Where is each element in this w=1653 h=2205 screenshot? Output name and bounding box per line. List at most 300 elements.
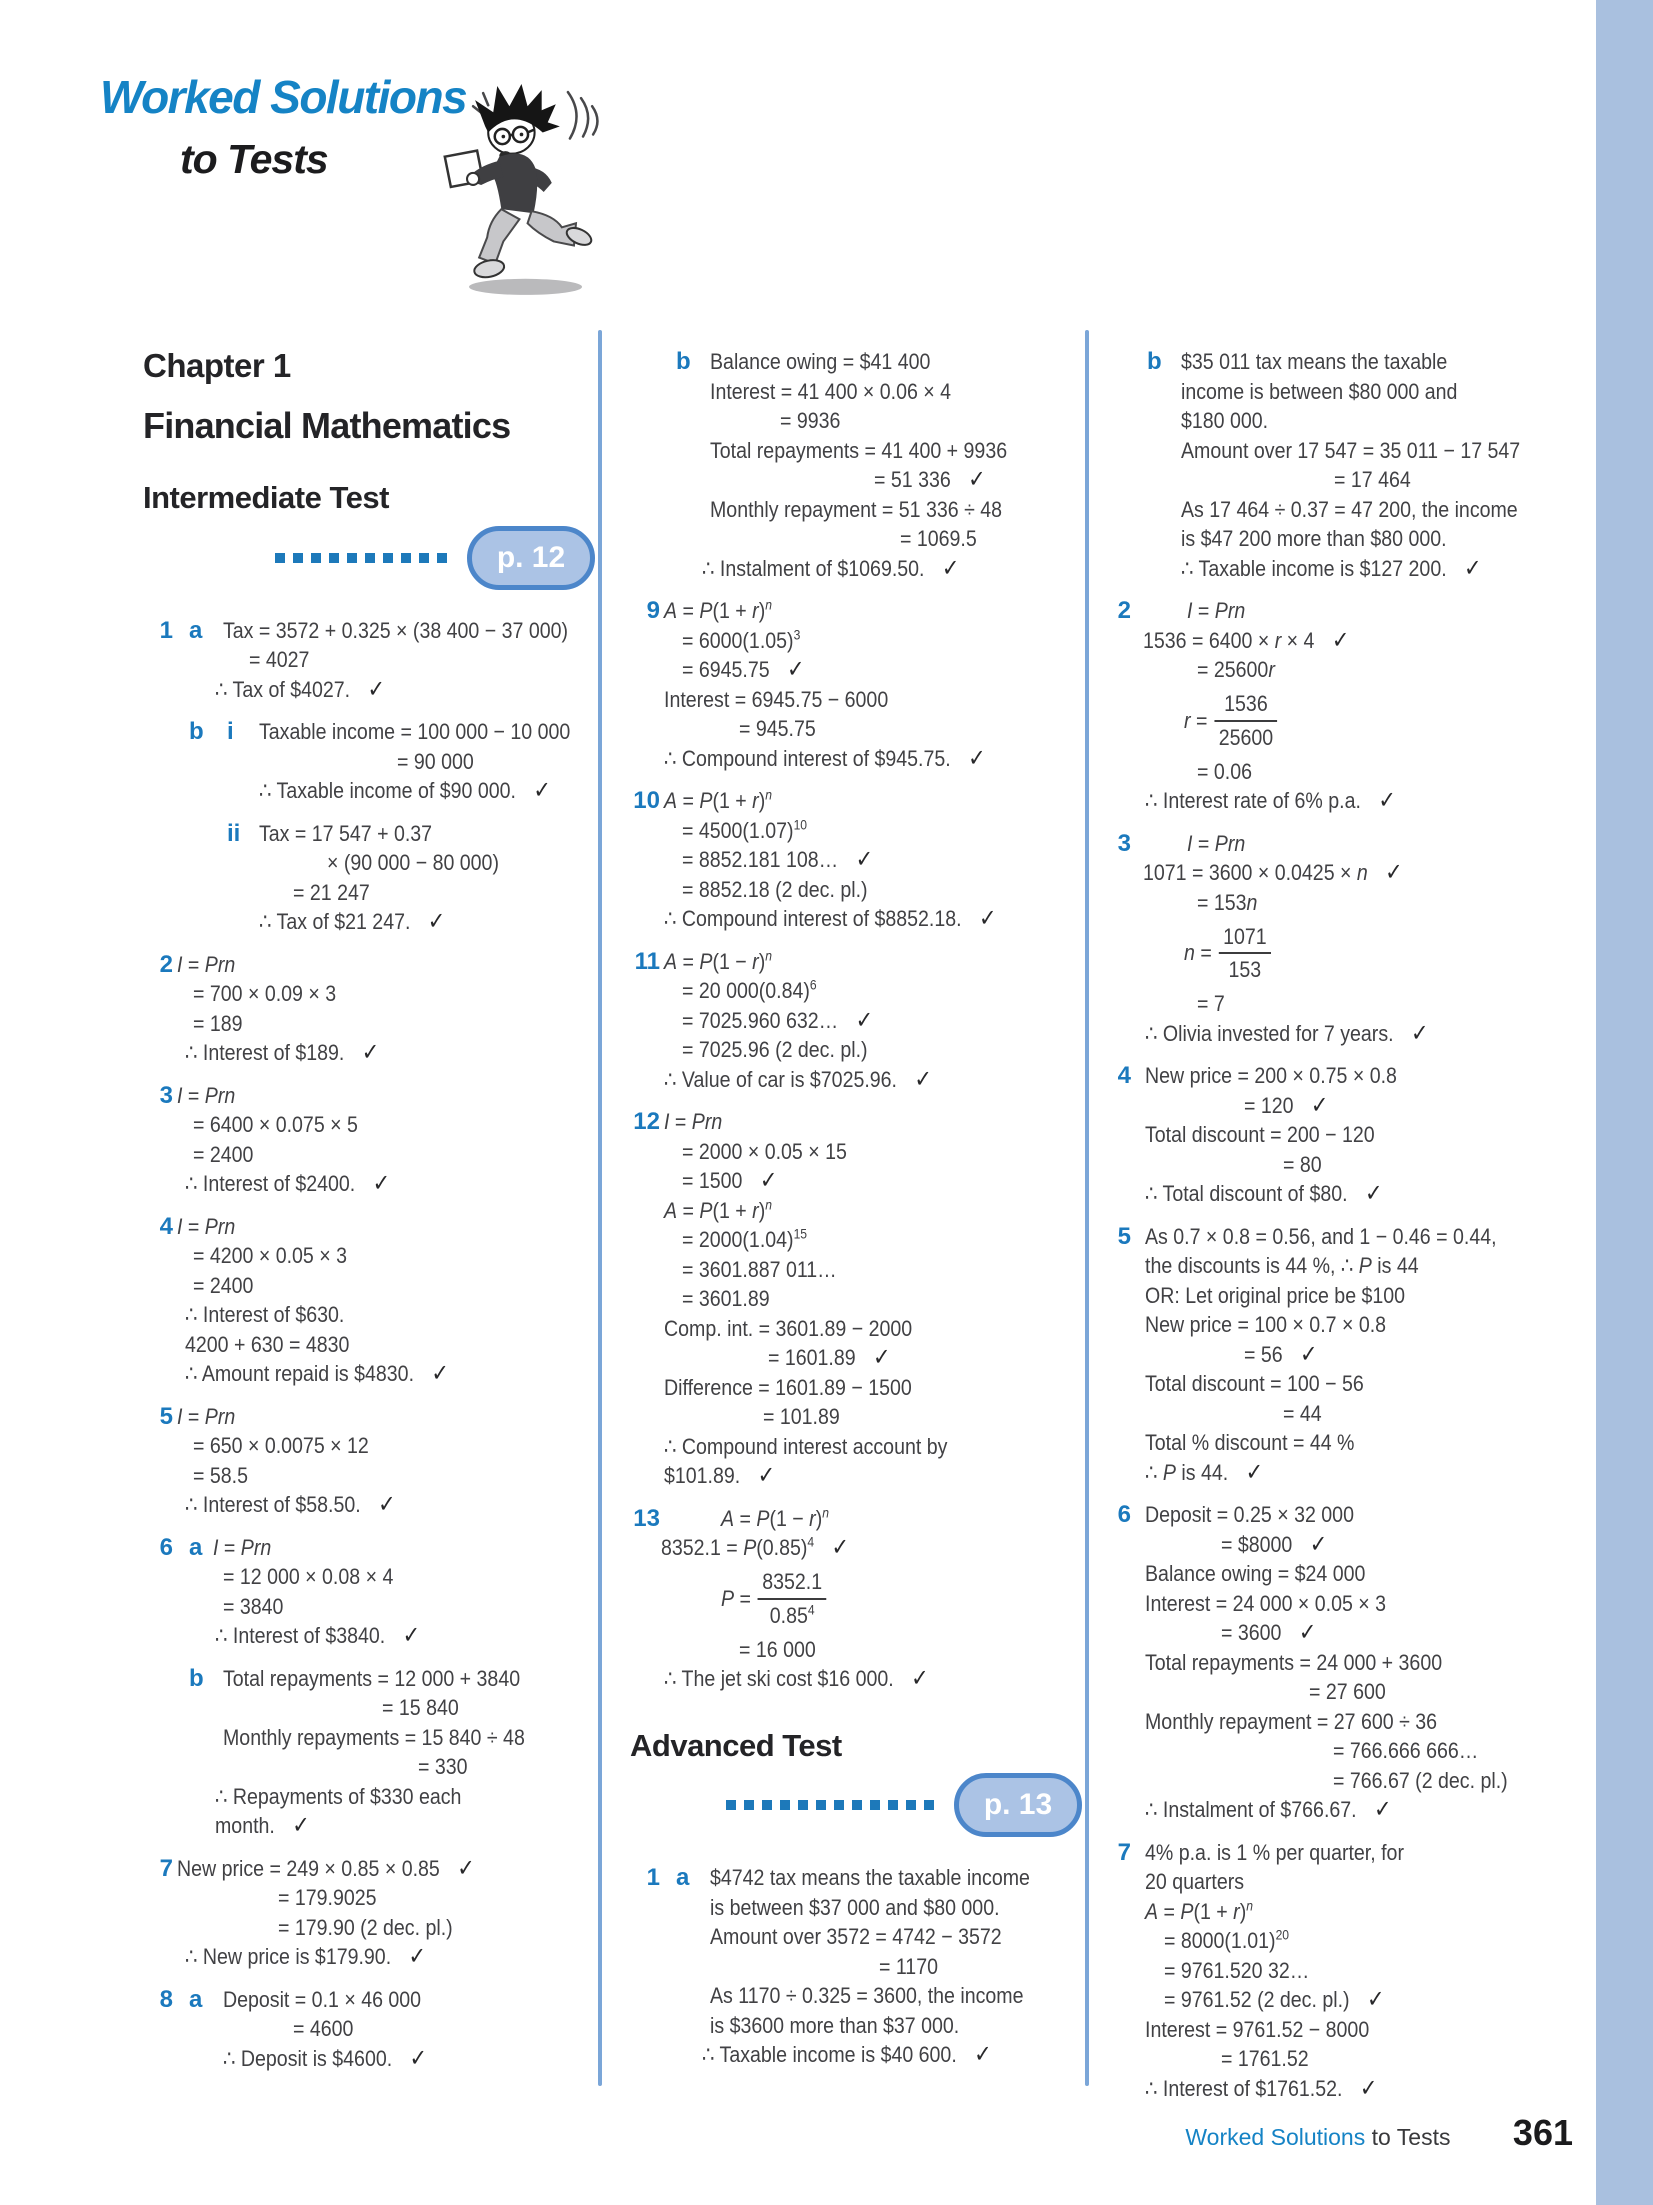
problem: [143, 950, 595, 1068]
check-mark-icon: ✓: [409, 2044, 428, 2072]
solution-line: = 51 336 ✓: [873, 466, 986, 493]
problem: [143, 1854, 595, 1972]
solution-line: = 25600r: [1197, 657, 1276, 682]
solution-line: = 700 × 0.09 × 3: [192, 981, 336, 1007]
problem: [1101, 596, 1589, 816]
problem-number: 1: [159, 616, 173, 644]
solution-line: $A = P(1 + r)^n$: [1145, 1897, 1254, 1924]
solution-line: = 9936: [780, 408, 841, 433]
leader-dot: [834, 1800, 844, 1810]
solution-line: = 16 000: [739, 1636, 817, 1662]
fraction: [1219, 922, 1271, 985]
solution-line: = 58.5: [192, 1462, 248, 1488]
check-mark-icon: ✓: [914, 1065, 932, 1093]
check-mark-icon: ✓: [361, 1039, 380, 1067]
column-divider: [1085, 330, 1089, 2086]
solution-line: 4% p.a. is 1 % per quarter, for: [1145, 1839, 1405, 1865]
solution-line: $A = P(1 - r)^n$: [664, 947, 772, 974]
solution-line: 20 quarters: [1145, 1869, 1245, 1894]
solution-line: Total discount = 100 − 56: [1145, 1371, 1365, 1396]
solution-line: ∴ Tax of $21 247. ✓: [259, 908, 446, 936]
solution-line: = 101.89: [762, 1404, 840, 1429]
solution-line: = $2000(1.04)^{15}$: [682, 1225, 808, 1252]
solution-line: As 1170 ÷ 0.325 = 3600, the income: [710, 1983, 1024, 2009]
check-mark-icon: ✓: [1384, 859, 1403, 886]
solution-line: ∴ Interest of $3840. ✓: [215, 1622, 421, 1650]
problem-letter: b: [189, 718, 204, 746]
check-mark-icon: ✓: [831, 1534, 850, 1561]
solution-line: = 1601.89 ✓: [768, 1344, 891, 1371]
check-mark-icon: ✓: [1311, 1091, 1329, 1119]
page-ref-badge: p. 13: [954, 1773, 1082, 1837]
solution-line: = 189: [192, 1010, 243, 1036]
solution-line: = 650 × 0.0075 × 12: [192, 1433, 369, 1459]
solution-line: = 1170: [879, 1953, 938, 1979]
solution-line: $35 011 tax means the taxable: [1181, 349, 1448, 374]
problem-number: 13: [633, 1504, 660, 1532]
solution-line: New price = 100 × 0.7 × 0.8: [1145, 1312, 1387, 1337]
problem-number: 3: [159, 1081, 173, 1109]
problem: [143, 1212, 595, 1389]
check-mark-icon: ✓: [1309, 1530, 1328, 1558]
solution-line: ∴ Taxable income is $127 200. ✓: [1181, 554, 1482, 582]
solution-line: = 1500 ✓: [682, 1167, 778, 1194]
problem: [1101, 347, 1589, 583]
check-mark-icon: ✓: [1245, 1458, 1264, 1486]
leader-dot: [311, 553, 321, 563]
solution-line: = 120 ✓: [1244, 1091, 1329, 1119]
solution-line: $A = P(1 - r)^n$: [721, 1504, 830, 1531]
solution-line: As 17 464 ÷ 0.37 = 47 200, the income: [1181, 496, 1518, 522]
solution-line: = 3600 ✓: [1220, 1619, 1317, 1646]
check-mark-icon: ✓: [402, 1622, 421, 1650]
check-mark-icon: ✓: [873, 1344, 891, 1371]
leader-dot: [293, 553, 303, 563]
solution-line: = 15 840: [381, 1695, 459, 1721]
solution-line: ∴ Amount repaid is $4830. ✓: [184, 1360, 449, 1388]
problem-number: 5: [1117, 1222, 1131, 1250]
solution-line: $4742 tax means the taxable income: [710, 1865, 1030, 1891]
solution-line: ∴ New price is $179.90. ✓: [184, 1943, 426, 1971]
solution-line: = 179.9025: [278, 1885, 377, 1911]
problem-number: 4: [1117, 1062, 1131, 1089]
check-mark-icon: ✓: [942, 554, 960, 582]
solution-line: = 2400: [192, 1272, 254, 1298]
solution-line: ∴ Taxable income of $90 000. ✓: [259, 777, 551, 805]
problem: [1101, 829, 1589, 1049]
check-mark-icon: ✓: [427, 908, 446, 936]
problem: [630, 596, 1082, 773]
solution-line: $180 000.: [1181, 408, 1269, 433]
solution-line: I = Prn: [177, 951, 236, 977]
solution-line: = $4500(1.07)^{10}$: [682, 816, 808, 843]
problem: [630, 347, 1082, 583]
fraction: [1215, 689, 1278, 752]
leader-dot: [744, 1800, 754, 1810]
problem-subpart: i: [227, 718, 234, 746]
check-mark-icon: ✓: [431, 1360, 449, 1388]
solution-line: is $3600 more than $37 000.: [710, 2012, 960, 2038]
section-heading: Advanced Test: [630, 1727, 842, 1763]
solution-line: 1536 = 6400 × r × 4 ✓: [1142, 626, 1350, 654]
solution-line: Interest = 41 400 × 0.06 × 4: [710, 378, 952, 404]
solution-line: Total repayments = 12 000 + 3840: [223, 1665, 521, 1691]
solution-line: = 4200 × 0.05 × 3: [192, 1243, 347, 1269]
solution-line: New price = 200 × 0.75 × 0.8: [1145, 1063, 1398, 1088]
problem-number: 8: [159, 1985, 173, 2013]
solution-line: I = Prn: [664, 1109, 723, 1134]
solution-line: ∴ Tax of $4027. ✓: [215, 675, 386, 703]
problem: [630, 1863, 1082, 2070]
check-mark-icon: ✓: [855, 1006, 874, 1034]
column-2: [630, 347, 1082, 2070]
solution-line: ∴ Interest of $58.50. ✓: [184, 1491, 396, 1519]
check-mark-icon: ✓: [377, 1491, 396, 1519]
solution-line: Monthly repayment = 27 600 ÷ 36: [1145, 1708, 1438, 1734]
solution-line: = 179.90 (2 dec. pl.): [278, 1914, 454, 1940]
solution-line-fraction: [1184, 688, 1536, 754]
solution-line: is $47 200 more than $80 000.: [1181, 526, 1447, 551]
leader-dot: [419, 553, 429, 563]
problem: [143, 819, 595, 937]
test-section: [143, 480, 595, 590]
fraction: [758, 1567, 827, 1630]
test-section: [630, 1728, 1082, 1838]
problem-number: 10: [633, 787, 660, 814]
solution-line: ∴ Interest of $1761.52. ✓: [1145, 2074, 1378, 2102]
section-heading: Intermediate Test: [143, 479, 389, 515]
leader-dot: [924, 1800, 934, 1810]
problem-number: 6: [1117, 1501, 1131, 1528]
footer-brand-blue: Worked Solutions: [1185, 2124, 1366, 2150]
solution-line-fraction: [1184, 920, 1536, 986]
solution-line: Total discount = 200 − 120: [1145, 1122, 1376, 1147]
chapter-title: Financial Mathematics: [143, 405, 511, 447]
solution-line: Interest = 24 000 × 0.05 × 3: [1145, 1590, 1387, 1616]
solution-line: ∴ P is 44. ✓: [1145, 1458, 1264, 1486]
solution-line: = 7025.96 (2 dec. pl.): [682, 1037, 868, 1062]
solution-line: = 7: [1197, 991, 1226, 1016]
solution-line: ∴ Total discount of $80. ✓: [1145, 1180, 1383, 1207]
leader-dot: [347, 553, 357, 563]
solution-line: = 27 600: [1309, 1679, 1386, 1704]
solution-line: = 2400: [192, 1141, 254, 1167]
problem-number: 11: [634, 947, 660, 975]
page-number: 361: [1512, 2112, 1573, 2153]
fraction-denominator: 153: [1219, 952, 1271, 985]
solution-line: = 3601.887 011…: [682, 1256, 837, 1282]
solution-line: As 0.7 × 0.8 = 0.56, and 1 − 0.46 = 0.44,: [1145, 1223, 1497, 1249]
solution-line: ∴ Interest of $189. ✓: [184, 1039, 380, 1067]
leader-dot: [870, 1800, 880, 1810]
solution-line: I = Prn: [1187, 598, 1246, 623]
solution-line: ∴ Instalment of $766.67. ✓: [1145, 1796, 1392, 1823]
solution-line: = 17 464: [1334, 467, 1412, 492]
problem: [630, 1504, 1082, 1694]
solution-line: = 80: [1283, 1151, 1322, 1177]
problem-number: 2: [1117, 597, 1131, 624]
solution-line: = 4027: [249, 647, 310, 673]
solution-line: ∴ Olivia invested for 7 years. ✓: [1145, 1019, 1429, 1047]
solution-line: = 44: [1283, 1400, 1322, 1426]
problem: [630, 786, 1082, 934]
solution-line: ∴ Taxable income is $40 600. ✓: [702, 2041, 992, 2069]
solution-line: = 56 ✓: [1244, 1340, 1318, 1368]
solution-line: = 766.67 (2 dec. pl.): [1332, 1767, 1508, 1793]
problem: [143, 1081, 595, 1199]
check-mark-icon: ✓: [292, 1812, 310, 1840]
problem-letter: b: [1147, 348, 1162, 375]
fraction-denominator: 0.85$^4$: [758, 1598, 827, 1631]
leader-dot: [906, 1800, 916, 1810]
check-mark-icon: ✓: [1374, 1796, 1392, 1823]
solution-line: = 9761.520 32…: [1163, 1957, 1309, 1983]
check-mark-icon: ✓: [911, 1665, 929, 1692]
leader-dot: [383, 553, 393, 563]
solution-line: 4200 + 630 = 4830: [184, 1331, 350, 1357]
problem-number: 1: [646, 1864, 660, 1892]
problem-number: 5: [159, 1402, 173, 1430]
solution-line: the discounts is 44 %, ∴ P is 44: [1145, 1253, 1419, 1278]
solution-line: = 21 247: [292, 879, 370, 905]
check-mark-icon: ✓: [978, 905, 997, 932]
check-mark-icon: ✓: [1360, 2074, 1378, 2102]
check-mark-icon: ✓: [757, 1462, 776, 1489]
solution-line: month. ✓: [215, 1812, 310, 1840]
footer-brand-rest: to Tests: [1365, 2124, 1451, 2150]
check-mark-icon: ✓: [1366, 1986, 1385, 2013]
solution-line: ∴ Compound interest account by: [664, 1433, 948, 1459]
check-mark-icon: ✓: [760, 1167, 778, 1194]
check-mark-icon: ✓: [1331, 626, 1350, 654]
leader-dot: [852, 1800, 862, 1810]
solution-line: = 9761.52 (2 dec. pl.) ✓: [1163, 1986, 1385, 2013]
solution-line: × (90 000 − 80 000): [326, 850, 499, 876]
solution-line: = $8000(1.01)^{20}$: [1163, 1926, 1289, 1953]
check-mark-icon: ✓: [372, 1170, 390, 1198]
solution-line: = 4600: [293, 2016, 354, 2042]
book-title-line1: Worked Solutions: [100, 71, 467, 123]
solution-line: Taxable income = 100 000 − 10 000: [259, 719, 571, 745]
fraction-numerator: 1071: [1223, 923, 1268, 949]
solution-line: = 2000 × 0.05 × 15: [682, 1138, 848, 1164]
solution-line: Total repayments = 41 400 + 9936: [710, 437, 1008, 463]
solution-line: Difference = 1601.89 − 1500: [664, 1374, 912, 1400]
solution-line: = 1761.52: [1220, 2046, 1309, 2071]
solution-line: Interest = 6945.75 − 6000: [664, 686, 889, 712]
check-mark-icon: ✓: [1378, 787, 1397, 814]
problem-number: 12: [633, 1108, 660, 1135]
check-mark-icon: ✓: [367, 675, 386, 703]
problem-letter: a: [189, 1985, 203, 2013]
solution-line-fraction: [721, 1566, 1035, 1632]
solution-line: ∴ Deposit is $4600. ✓: [223, 2044, 428, 2072]
solution-line: Deposit = 0.1 × 46 000: [223, 1986, 422, 2012]
chapter-heading: Chapter 1: [143, 347, 291, 384]
solution-line: ∴ Interest of $630.: [184, 1302, 345, 1328]
check-mark-icon: ✓: [1411, 1019, 1429, 1047]
solution-line: ∴ Interest rate of 6% p.a. ✓: [1145, 787, 1397, 814]
leader-dot: [780, 1800, 790, 1810]
page-edge-strip: [1596, 0, 1653, 2205]
fraction-lead: r =: [1184, 707, 1208, 733]
solution-line: = 1069.5: [899, 526, 977, 551]
solution-line: Deposit = 0.25 × 32 000: [1145, 1502, 1355, 1527]
fraction-numerator: 1536: [1224, 691, 1269, 716]
solution-line: = 20 $000(0.84)^6$: [682, 976, 817, 1003]
problem: [143, 1402, 595, 1520]
solution-line: OR: Let original price be $100: [1145, 1282, 1406, 1308]
fraction-numerator: 8352.1: [762, 1569, 823, 1594]
fraction-lead: n =: [1184, 940, 1213, 966]
solution-line: $101.89. ✓: [664, 1462, 776, 1489]
check-mark-icon: ✓: [855, 846, 874, 873]
solution-line: I = Prn: [177, 1082, 236, 1108]
check-mark-icon: ✓: [1365, 1180, 1383, 1207]
problem-number: 9: [646, 597, 660, 624]
problem: [143, 616, 595, 705]
problem: [143, 1664, 595, 1841]
solution-line: ∴ Interest of $2400. ✓: [184, 1170, 390, 1198]
book-title-line2: to Tests: [180, 136, 328, 182]
solution-line: = 6400 × 0.075 × 5: [192, 1112, 358, 1138]
solution-line: ∴ Repayments of $330 each: [215, 1783, 462, 1809]
solution-line: = $8000 ✓: [1220, 1530, 1328, 1558]
problem-number: 7: [1117, 1838, 1131, 1866]
problem: [143, 1533, 595, 1651]
problem: [1101, 1500, 1589, 1825]
check-mark-icon: ✓: [533, 777, 551, 805]
page-ref-badge: p. 12: [467, 526, 595, 590]
solution-line: Monthly repayment = 51 336 ÷ 48: [710, 496, 1003, 522]
solution-line: Balance owing = $24 000: [1145, 1561, 1366, 1586]
solution-line: = 8852.18 (2 dec. pl.): [682, 876, 868, 902]
problem-letter: a: [189, 616, 203, 644]
solution-line: Comp. int. = 3601.89 − 2000: [664, 1315, 913, 1341]
solution-line: = 945.75: [739, 716, 817, 741]
problem-letter: a: [189, 1533, 203, 1561]
solution-line: Interest = 9761.52 − 8000: [1145, 2016, 1370, 2042]
leader-dot: [275, 553, 285, 563]
solution-line: Amount over 3572 = 4742 − 3572: [710, 1924, 1002, 1950]
solution-line: Amount over 17 547 = 35 011 − 17 547: [1181, 437, 1521, 463]
leader-dot: [401, 553, 411, 563]
solution-line: Total repayments = 24 000 + 3600: [1145, 1649, 1443, 1675]
solution-line: $A = P(1 + r)^n$: [664, 786, 772, 813]
solution-line: ∴ Instalment of $1069.50. ✓: [702, 554, 960, 582]
solution-line: = 3601.89: [682, 1286, 770, 1311]
problem-letter: a: [676, 1864, 690, 1892]
problem: [1101, 1061, 1589, 1209]
fraction-denominator: 25600: [1215, 720, 1278, 753]
solution-line: Tax = 17 547 + 0.37: [259, 820, 433, 846]
problem-letter: b: [676, 348, 691, 375]
solution-line: $8352.1 = P(0.85)^4$ ✓: [661, 1533, 850, 1561]
solution-line: ∴ The jet ski cost $16 000. ✓: [664, 1665, 929, 1692]
check-mark-icon: ✓: [787, 656, 805, 683]
solution-line: I = Prn: [177, 1403, 236, 1429]
check-mark-icon: ✓: [1300, 1340, 1318, 1368]
fraction-lead: P =: [721, 1585, 752, 1611]
check-mark-icon: ✓: [974, 2041, 992, 2069]
leader-dot: [816, 1800, 826, 1810]
solution-line: ∴ Compound interest of $945.75. ✓: [664, 744, 986, 772]
solution-line: I = Prn: [177, 1213, 236, 1239]
solution-line: = 8852.181 108… ✓: [682, 846, 874, 873]
check-mark-icon: ✓: [967, 466, 986, 493]
problem-number: 6: [159, 1533, 173, 1561]
solution-line: Monthly repayments = 15 840 ÷ 48: [223, 1724, 525, 1750]
leader-dot: [798, 1800, 808, 1810]
solution-line: = $6000(1.05)^3$: [682, 626, 801, 653]
mascot-running-student-illustration: [438, 80, 606, 302]
check-mark-icon: ✓: [968, 744, 986, 772]
solution-line: = 12 000 × 0.08 × 4: [223, 1564, 394, 1590]
problem: [630, 947, 1082, 1095]
problem-number: 7: [159, 1854, 173, 1882]
leader-dot: [888, 1800, 898, 1810]
solution-line: = 330: [418, 1754, 468, 1780]
solution-line: Total % discount = 44 %: [1145, 1430, 1355, 1455]
problem-number: 2: [159, 950, 173, 978]
solution-line: is between $37 000 and $80 000.: [710, 1894, 1000, 1920]
leader-dot: [437, 553, 447, 563]
leader-dot: [365, 553, 375, 563]
problem: [630, 1107, 1082, 1491]
leader-dot: [329, 553, 339, 563]
column-1: [143, 348, 595, 2073]
solution-line: income is between $80 000 and: [1181, 378, 1458, 404]
problem: [143, 717, 595, 806]
solution-line: = 90 000: [396, 748, 474, 774]
check-mark-icon: ✓: [1298, 1619, 1317, 1646]
solution-line: = 153n: [1197, 889, 1258, 915]
check-mark-icon: ✓: [1464, 554, 1482, 582]
solution-line: Balance owing = $41 400: [710, 349, 931, 374]
problem-letter: b: [189, 1664, 204, 1692]
solution-line: 1071 = 3600 × 0.0425 × n ✓: [1142, 859, 1403, 886]
solution-line: I = Prn: [212, 1534, 271, 1560]
problem: [1101, 1222, 1589, 1488]
solution-line: = 6945.75 ✓: [682, 656, 805, 683]
leader-dot: [762, 1800, 772, 1810]
footer: [1185, 2112, 1573, 2154]
solution-line: New price = 249 × 0.85 × 0.85 ✓: [177, 1854, 475, 1882]
dotted-leader: [630, 1773, 1082, 1837]
solution-line: ∴ Value of car is $7025.96. ✓: [664, 1065, 932, 1093]
solution-line: I = Prn: [1187, 830, 1246, 856]
solution-line: ∴ Compound interest of $8852.18. ✓: [664, 905, 997, 932]
solution-line: Tax = 3572 + 0.325 × (38 400 − 37 000): [223, 617, 569, 643]
dotted-leader: [143, 526, 595, 590]
problem-number: 4: [159, 1212, 173, 1240]
leader-dot: [726, 1800, 736, 1810]
problem: [143, 1985, 595, 2074]
solution-line: = 0.06: [1197, 758, 1253, 784]
problem-number: 3: [1117, 829, 1131, 857]
solution-line: = 3840: [223, 1593, 284, 1619]
column-divider: [598, 330, 602, 2086]
solution-line: = 7025.960 632… ✓: [682, 1006, 874, 1034]
solution-line: $A = P(1 + r)^n$: [664, 1196, 772, 1223]
solution-line: $A = P(1 + r)^n$: [664, 596, 772, 623]
solution-line: = 766.666 666…: [1332, 1738, 1478, 1763]
column-3: [1101, 347, 1589, 2103]
problem-subpart: ii: [227, 819, 241, 847]
check-mark-icon: ✓: [408, 1943, 426, 1971]
problem: [1101, 1838, 1589, 2104]
check-mark-icon: ✓: [457, 1854, 475, 1882]
